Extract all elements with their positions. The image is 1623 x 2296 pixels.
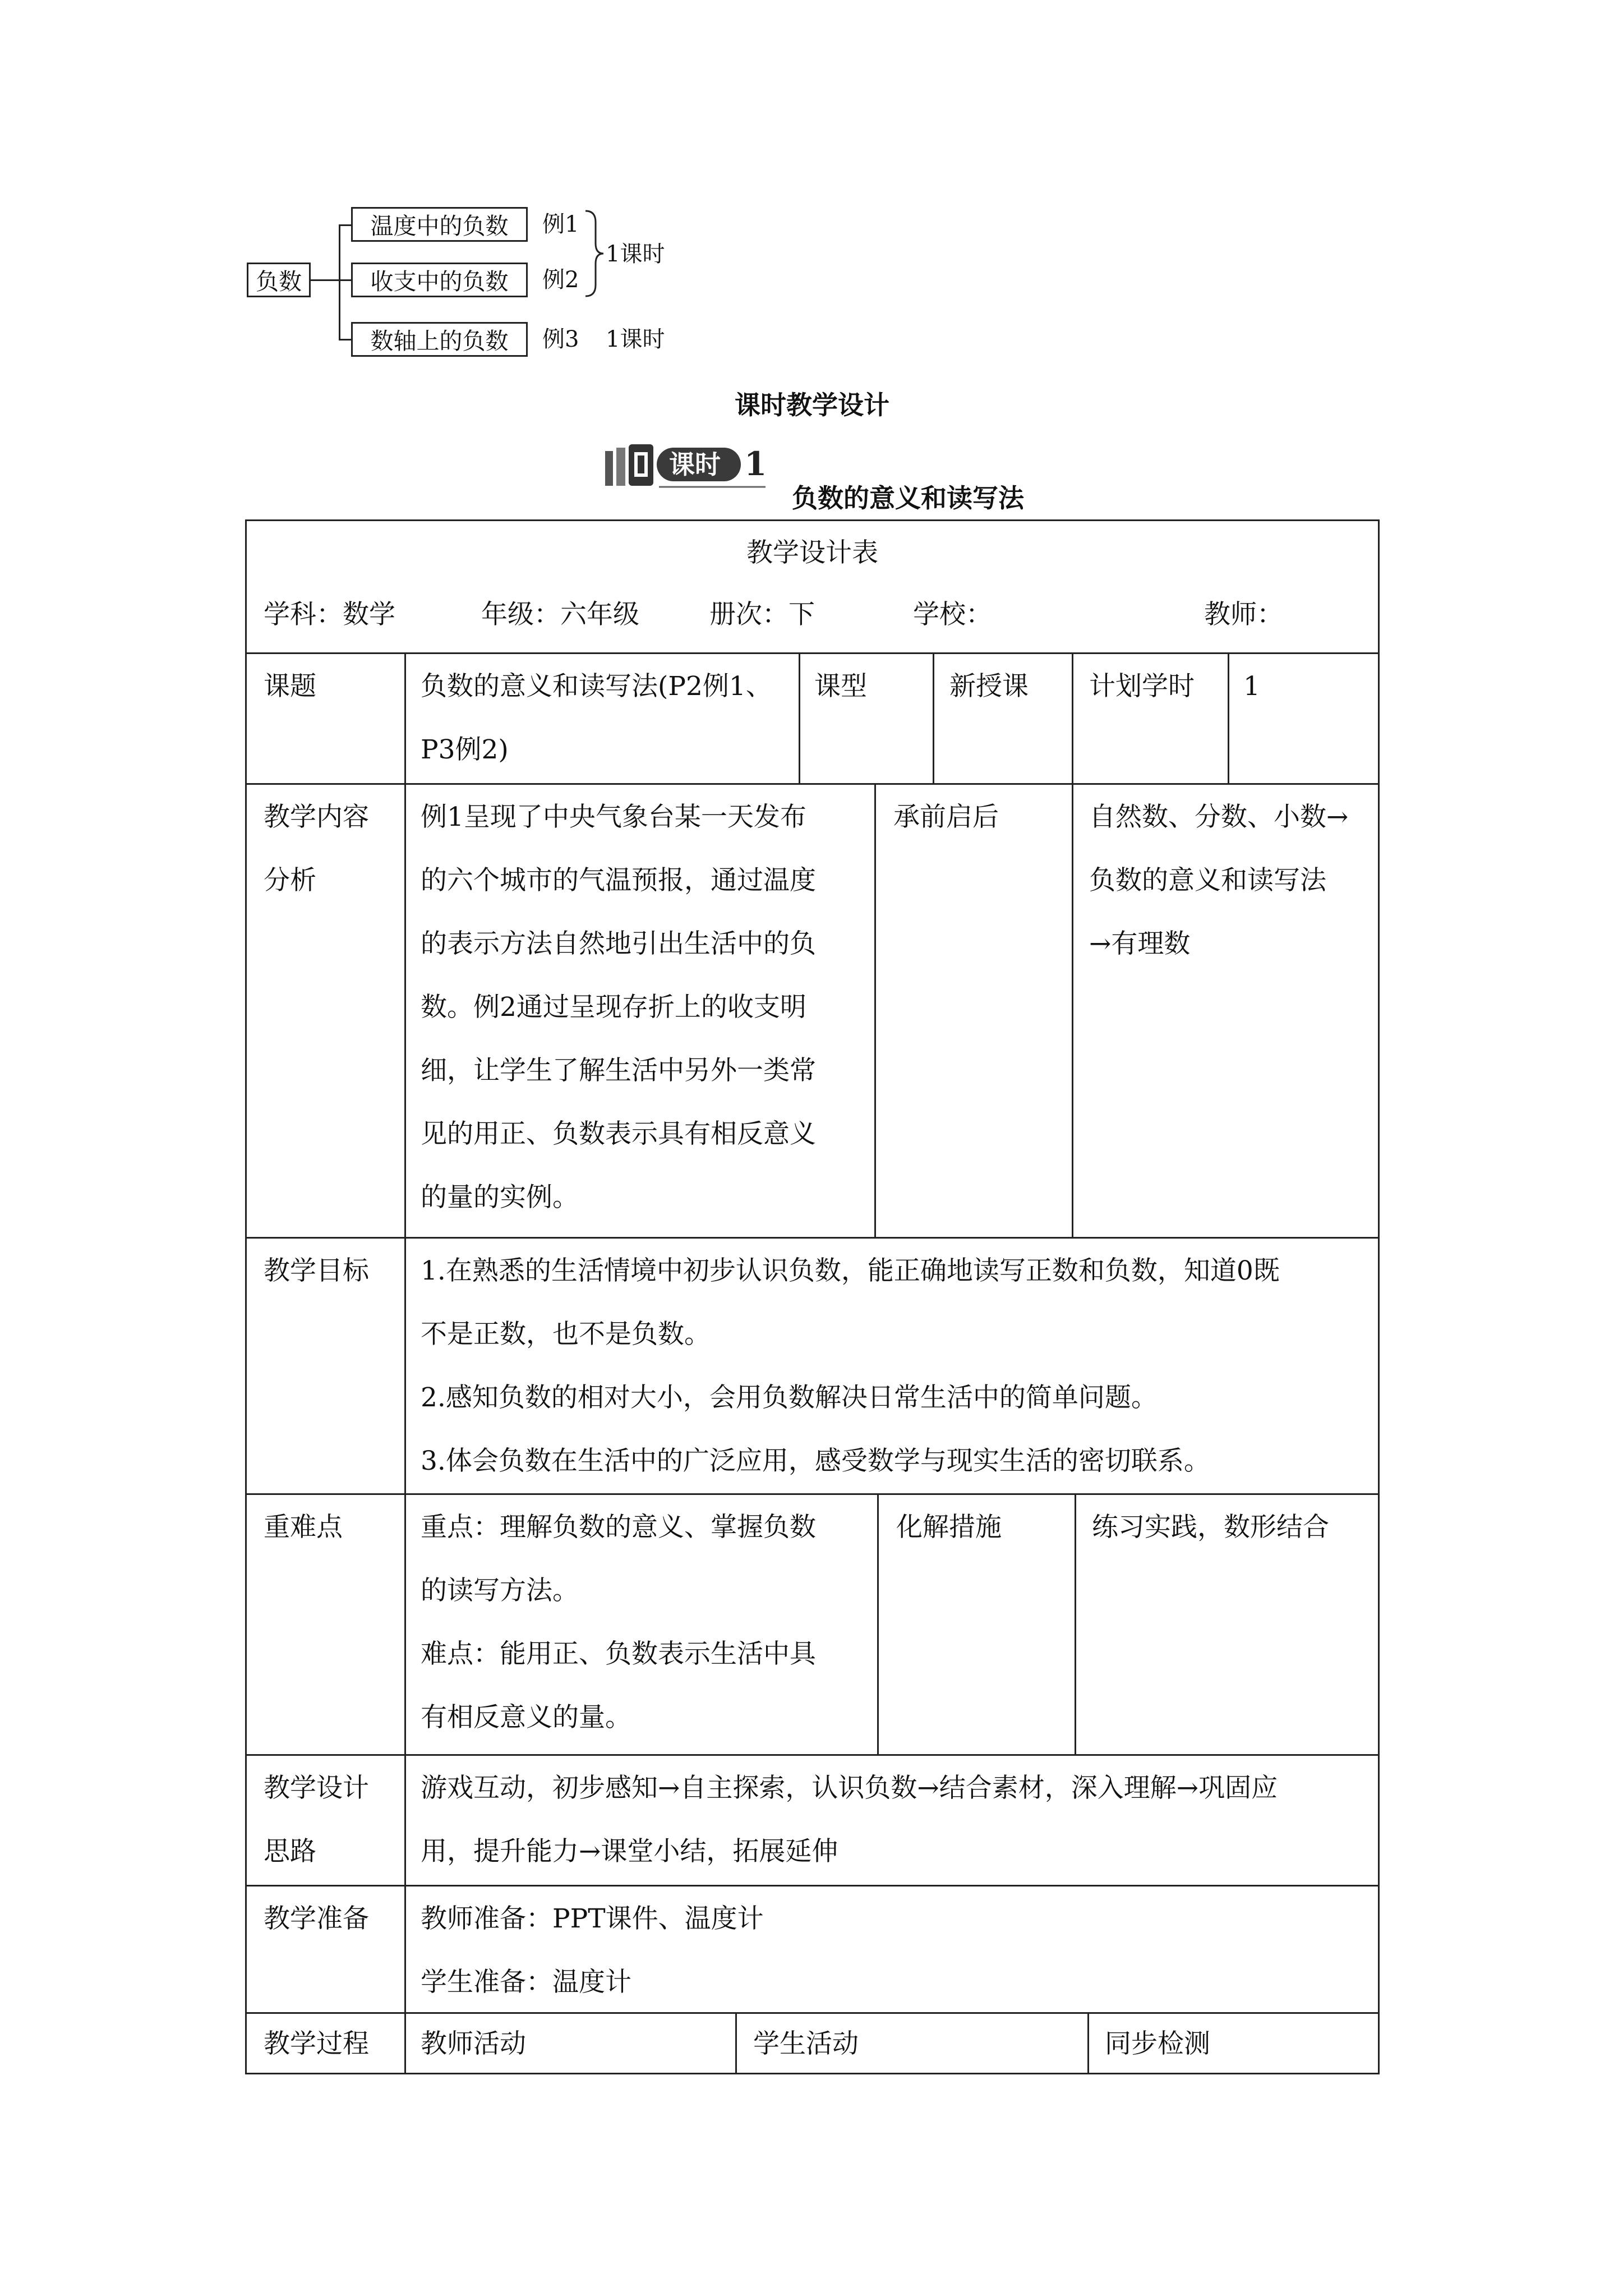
design-text xyxy=(421,1756,1278,1883)
diagram-branch-temperature: 温度中的负数 xyxy=(351,207,528,242)
keypoints-right: 练习实践，数形结合 xyxy=(1092,1512,1329,1543)
lesson-badge-number: 1 xyxy=(744,445,767,483)
topic-value xyxy=(421,655,772,781)
row-divider xyxy=(247,1493,1380,1495)
goals-text xyxy=(421,1239,1280,1493)
col-divider xyxy=(1087,2012,1089,2074)
content-line: 数。例2通过呈现存折上的收支明 xyxy=(421,992,806,1023)
topic-value-line: P3例2) xyxy=(421,734,509,765)
goals-line: 不是正数，也不是负数。 xyxy=(421,1319,711,1350)
col-divider xyxy=(1072,783,1073,1237)
col-divider xyxy=(799,652,800,783)
keypoints-line: 有相反意义的量。 xyxy=(421,1702,631,1733)
diagram-example-3: 例3 xyxy=(542,326,579,352)
keypoints-label: 重难点 xyxy=(264,1512,343,1543)
info-subject: 学科：数学 xyxy=(264,599,395,630)
content-right-line: 负数的意义和读写法 xyxy=(1089,865,1326,896)
info-school: 学校： xyxy=(913,599,992,630)
content-line: 的量的实例。 xyxy=(421,1182,579,1213)
row-divider xyxy=(247,1754,1380,1756)
prep-line: 学生准备：温度计 xyxy=(421,1967,631,1998)
topic-label: 课题 xyxy=(264,671,316,702)
diagram-connector xyxy=(339,279,351,281)
col-divider xyxy=(1075,1493,1076,1754)
info-teacher: 教师： xyxy=(1204,599,1283,630)
process-check: 同步检测 xyxy=(1105,2028,1210,2059)
row-divider xyxy=(247,1885,1380,1887)
diagram-example-1: 例1 xyxy=(542,211,579,237)
keypoints-line: 的读写方法。 xyxy=(421,1575,579,1606)
content-line: 的表示方法自然地引出生活中的负 xyxy=(421,928,816,959)
topic-value-line: 负数的意义和读写法(P2例1、 xyxy=(421,671,772,702)
col-divider xyxy=(1072,652,1073,783)
goals-line: 3.体会负数在生活中的广泛应用，感受数学与现实生活的密切联系。 xyxy=(421,1446,1210,1476)
content-line: 例1呈现了中央气象台某一天发布 xyxy=(421,802,806,832)
keypoints-line: 难点：能用正、负数表示生活中具 xyxy=(421,1639,816,1669)
content-text xyxy=(421,785,816,1229)
type-label: 课型 xyxy=(814,671,867,702)
diagram-connector xyxy=(339,339,351,341)
content-label-line: 教学内容 xyxy=(264,802,369,832)
content-right xyxy=(1089,785,1348,976)
info-volume: 册次：下 xyxy=(709,599,815,630)
lesson-badge xyxy=(603,440,768,490)
diagram-period-group: 1课时 xyxy=(606,241,665,267)
lesson-badge-text: 课时 xyxy=(669,449,721,480)
keypoints-mid-label: 化解措施 xyxy=(896,1512,1002,1543)
hours-label: 计划学时 xyxy=(1089,671,1195,702)
row-divider xyxy=(247,1237,1380,1239)
content-mid-label: 承前启后 xyxy=(893,802,999,832)
col-divider xyxy=(1228,652,1229,783)
content-line: 细，让学生了解生活中另外一类常 xyxy=(421,1055,816,1086)
col-divider xyxy=(404,652,406,2074)
col-divider xyxy=(735,2012,737,2074)
content-line: 见的用正、负数表示具有相反意义 xyxy=(421,1119,816,1149)
process-teacher: 教师活动 xyxy=(421,2028,526,2059)
diagram-period-third: 1课时 xyxy=(606,326,665,352)
design-line: 用，提升能力→课堂小结，拓展延伸 xyxy=(421,1836,838,1867)
prep-label: 教学准备 xyxy=(264,1903,369,1934)
info-grade: 年级：六年级 xyxy=(481,599,639,630)
content-line: 的六个城市的气温预报，通过温度 xyxy=(421,865,816,896)
type-value: 新授课 xyxy=(949,671,1029,702)
col-divider xyxy=(874,783,876,1237)
diagram-connector xyxy=(311,279,340,281)
right-brace-icon xyxy=(583,209,606,298)
design-label xyxy=(264,1756,369,1883)
section-title: 课时教学设计 xyxy=(735,390,889,420)
col-divider xyxy=(933,652,934,783)
diagram-example-2: 例2 xyxy=(542,267,579,293)
hours-value: 1 xyxy=(1243,671,1260,702)
design-label-line: 教学设计 xyxy=(264,1773,369,1803)
diagram-branch-numberline: 数轴上的负数 xyxy=(351,322,528,357)
goals-line: 1.在熟悉的生活情境中初步认识负数，能正确地读写正数和负数，知道0既 xyxy=(421,1255,1280,1286)
content-right-line: →有理数 xyxy=(1089,928,1191,959)
table-caption: 教学设计表 xyxy=(746,537,878,568)
content-right-line: 自然数、分数、小数→ xyxy=(1089,802,1349,832)
design-table xyxy=(245,519,1380,2074)
diagram-connector xyxy=(339,224,340,340)
lesson-title: 负数的意义和读写法 xyxy=(792,483,1024,513)
keypoints-line: 重点：理解负数的意义、掌握负数 xyxy=(421,1512,816,1543)
goals-line: 2.感知负数的相对大小，会用负数解决日常生活中的简单问题。 xyxy=(421,1382,1158,1413)
design-line: 游戏互动，初步感知→自主探索，认识负数→结合素材，深入理解→巩固应 xyxy=(421,1773,1278,1803)
diagram-branch-income: 收支中的负数 xyxy=(351,263,528,297)
process-student: 学生活动 xyxy=(753,2028,859,2059)
content-label-line: 分析 xyxy=(264,865,316,896)
process-label: 教学过程 xyxy=(264,2028,369,2059)
prep-text xyxy=(421,1887,764,2014)
row-divider xyxy=(247,652,1380,654)
keypoints-text xyxy=(421,1496,816,1749)
prep-line: 教师准备：PPT课件、温度计 xyxy=(421,1903,764,1934)
row-divider xyxy=(247,783,1380,785)
goals-label: 教学目标 xyxy=(264,1255,369,1286)
design-label-line: 思路 xyxy=(264,1836,316,1867)
content-label xyxy=(264,785,369,912)
diagram-connector xyxy=(339,224,351,226)
col-divider xyxy=(877,1493,879,1754)
diagram-root-box: 负数 xyxy=(247,263,311,297)
